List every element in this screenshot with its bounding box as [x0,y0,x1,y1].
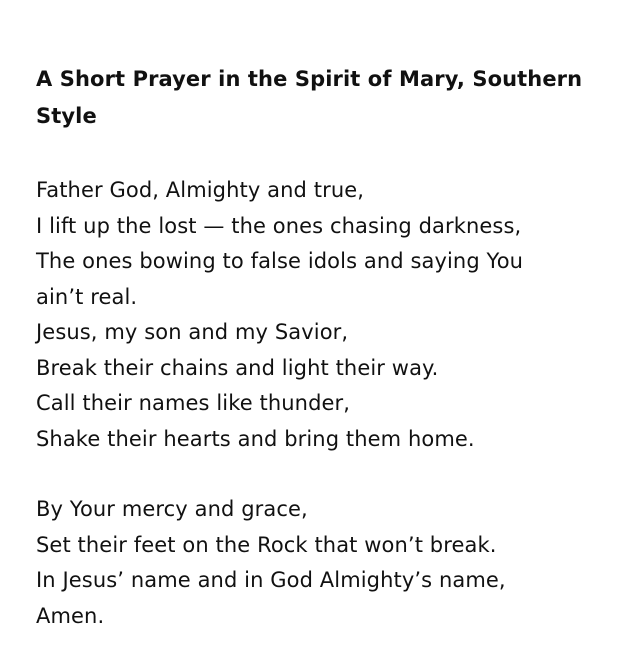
stanza-line: The ones bowing to false idols and saying You [36,249,524,273]
stanza-2 [36,492,610,634]
stanza-line: Call their names like thunder, [36,391,351,415]
stanza-line: Set their feet on the Rock that won’t break. [36,532,497,557]
stanza-line: In Jesus’ name and in God Almighty’s name, [36,568,506,592]
stanza-line: Break their chains and light their way. [36,355,439,380]
stanza-1 [36,173,610,457]
stanza-line: Shake their hearts and bring them home. [36,426,475,451]
stanza-line: Father God, Almighty and true, [36,178,365,202]
stanza-line: By Your mercy and grace, [36,497,308,521]
stanza-line: I lift up the lost — the ones chasing darkness, [36,213,522,238]
stanza-line: ain’t real. [36,284,138,309]
stanza-line: Jesus, my son and my Savior, [36,320,349,344]
stanza-line: Amen. [36,603,105,628]
page-title: A Short Prayer in the Spirit of Mary, Southern Style [36,67,583,128]
